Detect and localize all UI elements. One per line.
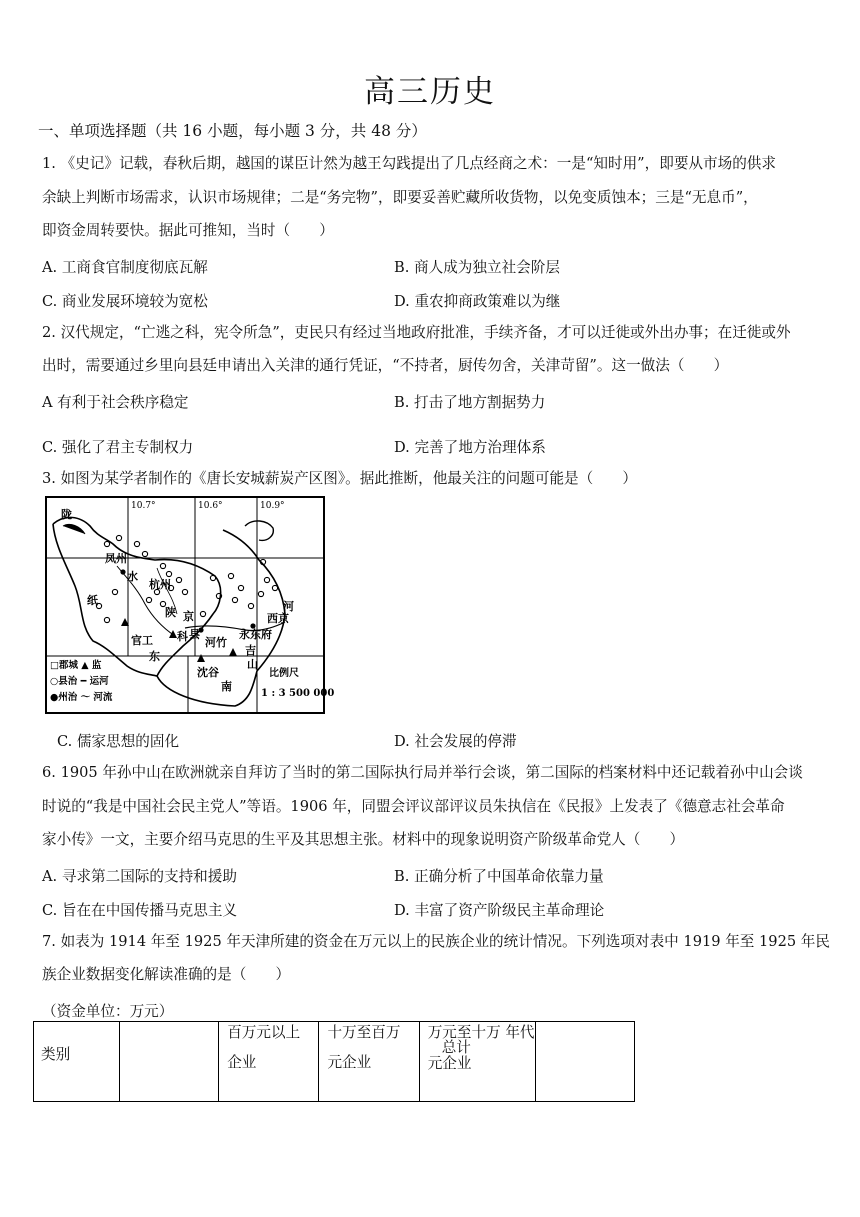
question-text-line: 1. 《史记》记载，春秋后期，越国的谋臣计然为越王勾践提出了几点经商之术：一是“知时用”，即要从市场的供求 xyxy=(42,155,776,172)
category-header: 类别 xyxy=(41,1046,71,1063)
svg-text:永东府: 永东府 xyxy=(239,628,272,641)
question-text-line: 时说的“我是中国社会民主党人”等语。1906 年，同盟会评议部评议员朱执信在《民报》上发表了《德意志社会革命 xyxy=(42,798,785,815)
svg-text:水: 水 xyxy=(127,570,138,583)
svg-text:吉: 吉 xyxy=(245,644,256,657)
question-text-line: 7. 如表为 1914 年至 1925 年天津所建的资金在万元以上的民族企业的统计情况。下列选项对表中 1919 年至 1925 年民 xyxy=(42,933,830,950)
question-text-line: 余缺上判断市场需求，认识市场规律；二是“务完物”，即要妥善贮藏所收货物，以免变质蚀本；三是“无息币”， xyxy=(42,189,758,206)
svg-text:官工: 官工 xyxy=(131,634,153,647)
option-b: B. 商人成为独立社会阶层 xyxy=(394,259,560,276)
svg-text:河: 河 xyxy=(283,600,294,613)
svg-text:比例尺: 比例尺 xyxy=(269,668,299,679)
svg-text:县: 县 xyxy=(189,628,200,641)
option-a: A. 工商食官制度彻底瓦解 xyxy=(42,259,208,276)
svg-text:西京: 西京 xyxy=(267,612,289,625)
svg-text:沈谷: 沈谷 xyxy=(197,666,219,679)
option-d: D. 社会发展的停滞 xyxy=(394,733,517,750)
svg-text:陕: 陕 xyxy=(165,606,176,619)
svg-text:纸: 纸 xyxy=(87,594,98,607)
table-cell: 十万至百万 元企业 xyxy=(319,1022,419,1102)
svg-text:科: 科 xyxy=(177,630,188,643)
svg-text:1 : 3 500 000: 1 : 3 500 000 xyxy=(261,688,335,699)
longitude-label: 10.9° xyxy=(260,501,285,511)
option-c: C. 商业发展环境较为宽松 xyxy=(42,293,208,310)
option-c: C. 强化了君主专制权力 xyxy=(42,439,194,456)
section-heading: 一、单项选择题（共 16 小题，每小题 3 分，共 48 分） xyxy=(38,122,427,140)
table-cell xyxy=(119,1022,218,1102)
svg-text:杭州: 杭州 xyxy=(149,578,171,591)
svg-text:○县治 ━ 运河: ○县治 ━ 运河 xyxy=(50,676,109,687)
question-text-line: 家小传》一文，主要介绍马克思的生平及其思想主张。材料中的现象说明资产阶级革命党人（ ） xyxy=(42,831,685,848)
page-title: 高三历史 xyxy=(364,74,496,110)
svg-text:东: 东 xyxy=(149,650,160,663)
svg-text:河竹: 河竹 xyxy=(205,636,227,649)
svg-text:□郡城 ▲ 监: □郡城 ▲ 监 xyxy=(50,660,102,671)
table-cell: 万元至十万 年代 总计 元企业 xyxy=(419,1022,535,1102)
option-c: C. 旨在在中国传播马克思主义 xyxy=(42,902,238,919)
option-a: A 有利于社会秩序稳定 xyxy=(42,394,189,411)
question-text-line: 即资金周转要快。据此可推知，当时（ ） xyxy=(42,222,334,239)
svg-text:陇: 陇 xyxy=(61,508,72,521)
col-header-100k: 十万至百万 xyxy=(327,1024,401,1041)
table-cell: 百万元以上 企业 xyxy=(219,1022,319,1102)
longitude-label: 10.7° xyxy=(131,501,156,511)
table-row xyxy=(34,1022,635,1102)
total-header: 总计 xyxy=(441,1039,471,1056)
longitude-label: 10.6° xyxy=(198,501,223,511)
option-d: D. 丰富了资产阶级民主革命理论 xyxy=(394,902,605,919)
question-3-text: 3. 如图为某学者制作的《唐长安城薪炭产区图》。据此推断，他最关注的问题可能是（ ） xyxy=(42,470,638,487)
option-b: B. 正确分析了中国革命依靠力量 xyxy=(394,868,604,885)
svg-text:凤州: 凤州 xyxy=(105,552,127,565)
era-header: 年代 xyxy=(505,1024,535,1041)
option-d: D. 重农抑商政策难以为继 xyxy=(394,293,561,310)
table-cell xyxy=(34,1022,120,1102)
option-c: C. 儒家思想的固化 xyxy=(57,733,180,750)
map-figure xyxy=(45,496,335,714)
option-d: D. 完善了地方治理体系 xyxy=(394,439,546,456)
svg-text:山: 山 xyxy=(247,658,258,671)
question-text-line: 2. 汉代规定，“亡逃之科，宪令所急”，吏民只有经过当地政府批准，手续齐备，才可以迁徙或外出办事；在迁徙或外 xyxy=(42,324,791,341)
option-b: B. 打击了地方割据势力 xyxy=(394,394,546,411)
question-text-line: 出时，需要通过乡里向县廷申请出入关津的通行凭证，“不持者，厨传勿舍，关津苛留”。这一做法（ ） xyxy=(42,357,729,374)
svg-text:京: 京 xyxy=(183,610,194,623)
svg-text:●州治 ～ 河流: ●州治 ～ 河流 xyxy=(50,692,113,703)
question-text-line: 6. 1905 年孙中山在欧洲就亲自拜访了当时的第二国际执行局并举行会谈，第二国际的档案材料中还记载着孙中山会谈 xyxy=(42,764,803,781)
enterprise-table xyxy=(33,1021,635,1102)
question-text-line: 族企业数据变化解读准确的是（ ） xyxy=(42,966,291,983)
table-cell xyxy=(535,1022,634,1102)
col-header-million: 百万元以上 xyxy=(227,1024,301,1041)
svg-text:南: 南 xyxy=(221,680,232,693)
col-header-10k: 万元至十万 年代 xyxy=(427,1024,535,1041)
unit-note: （资金单位：万元） xyxy=(42,1003,174,1020)
option-a: A. 寻求第二国际的支持和援助 xyxy=(42,868,237,885)
